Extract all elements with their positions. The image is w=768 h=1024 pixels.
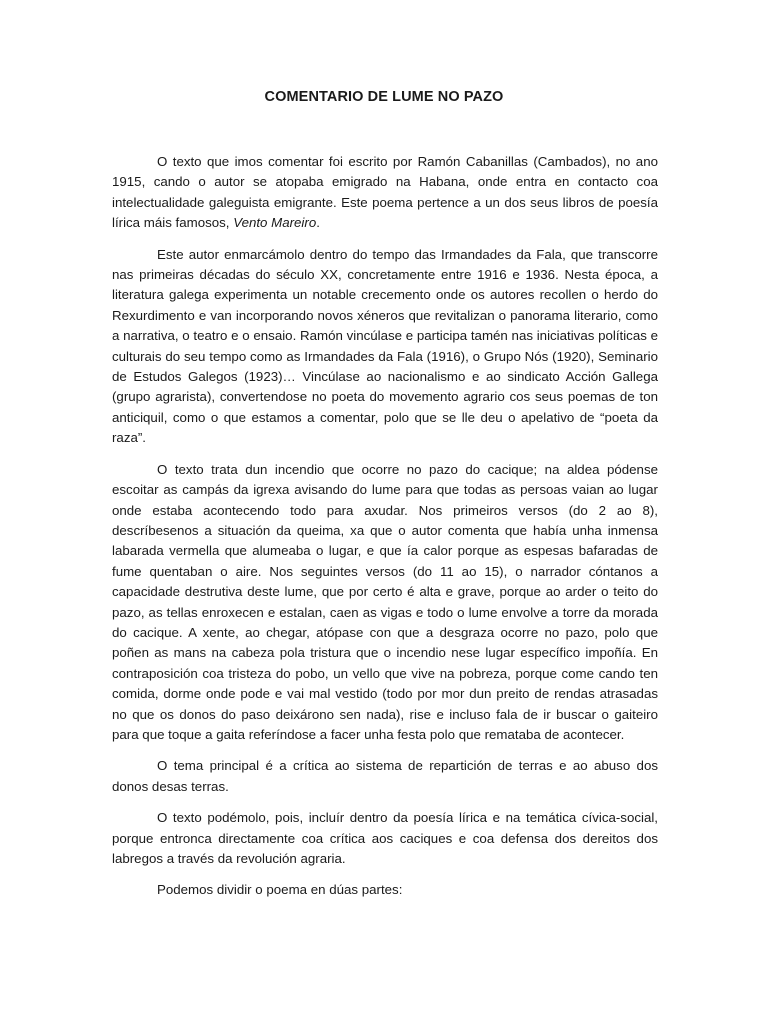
document-body bbox=[112, 152, 658, 912]
page-title: COMENTARIO DE LUME NO PAZO bbox=[264, 89, 504, 105]
paragraph-text-end: . bbox=[316, 215, 320, 231]
paragraph-theme: O tema principal é a crítica ao sistema de repartición de terras e ao abuso dos donos desas terras. bbox=[112, 758, 658, 794]
paragraph-structure: Podemos dividir o poema en dúas partes: bbox=[157, 882, 403, 898]
paragraph-text: O texto que imos comentar foi escrito por Ramón Cabanillas (Cambados), no ano 1915, cando o autor se atopaba emigrado na Habana, onde entra en contacto coa intelectualidade galeguista emigrante. Este poema pertence a un dos seus libros de poesía lírica máis famosos, bbox=[112, 154, 658, 231]
paragraph-context: Este autor enmarcámolo dentro do tempo das Irmandades da Fala, que transcorre nas primeiras décadas do século XX, concretamente entre 1916 e 1936. Nesta época, a literatura galega experimenta un notable crecemento onde os autores recollen o herdo do Rexurdimento e van incorporando novos xéneros que revitalizan o panorama literario, como a narrativa, o teatro e o ensaio. Ramón vincúlase e participa tamén nas iniciativas políticas e culturais do seu tempo como as Irmandades da Fala (1916), o Grupo Nós (1920), Seminario de Estudos Galegos (1923)… Vincúlase ao nacionalismo e ao sindicato Acción Gallega (grupo agrarista), convertendose no poeta do movemento agrario cos seus poemas de ton anticiquil, como o que estamos a comentar, polo que se lle deu o apelativo de “poeta da raza”. bbox=[112, 246, 658, 446]
paragraph-introduction bbox=[112, 152, 658, 234]
paragraph-summary: O texto trata dun incendio que ocorre no pazo do cacique; na aldea pódense escoitar as campás da igrexa avisando do lume para que todas as persoas vaian ao lugar onde estaba acontecendo todo para axudar. Nos primeiros versos (do 2 ao 8), descríbesenos a situación da queima, xa que o autor comenta que había unha inmensa labarada vermella que alumeaba o lugar, e que ía calor porque as espesas bafaradas de fume quentaban o aire. Nos seguintes versos (do 11 ao 15), o narrador cóntanos a capacidade destrutiva deste lume, que por certo é alta e grave, porque ao arder o teito do pazo, as tellas enroxecen e estalan, caen as vigas e todo o lume envolve a torre da morada do cacique. A xente, ao chegar, atópase con que a desgraza ocorre no pazo, polo que poñen as mans na cabeza pola tristura que o incendio nese lugar específico impoñía. En contraposición coa tristeza do pobo, un vello que vive na pobreza, porque come cando ten comida, dorme onde pode e vai mal vestido (todo por mor dun preito de rendas atrasadas no que os donos do paso deixárono sen nada), rise e incluso fala de ir buscar o gaiteiro para que toque a gaita referíndose a facer unha festa polo que remataba de acontecer. bbox=[112, 461, 658, 742]
book-title: Vento Mareiro bbox=[233, 215, 317, 231]
paragraph-genre: O texto podémolo, pois, incluír dentro da poesía lírica e na temática cívica-social, porque entronca directamente coa crítica aos caciques e coa defensa dos dereitos dos labregos a través da revolución agraria. bbox=[112, 810, 658, 866]
